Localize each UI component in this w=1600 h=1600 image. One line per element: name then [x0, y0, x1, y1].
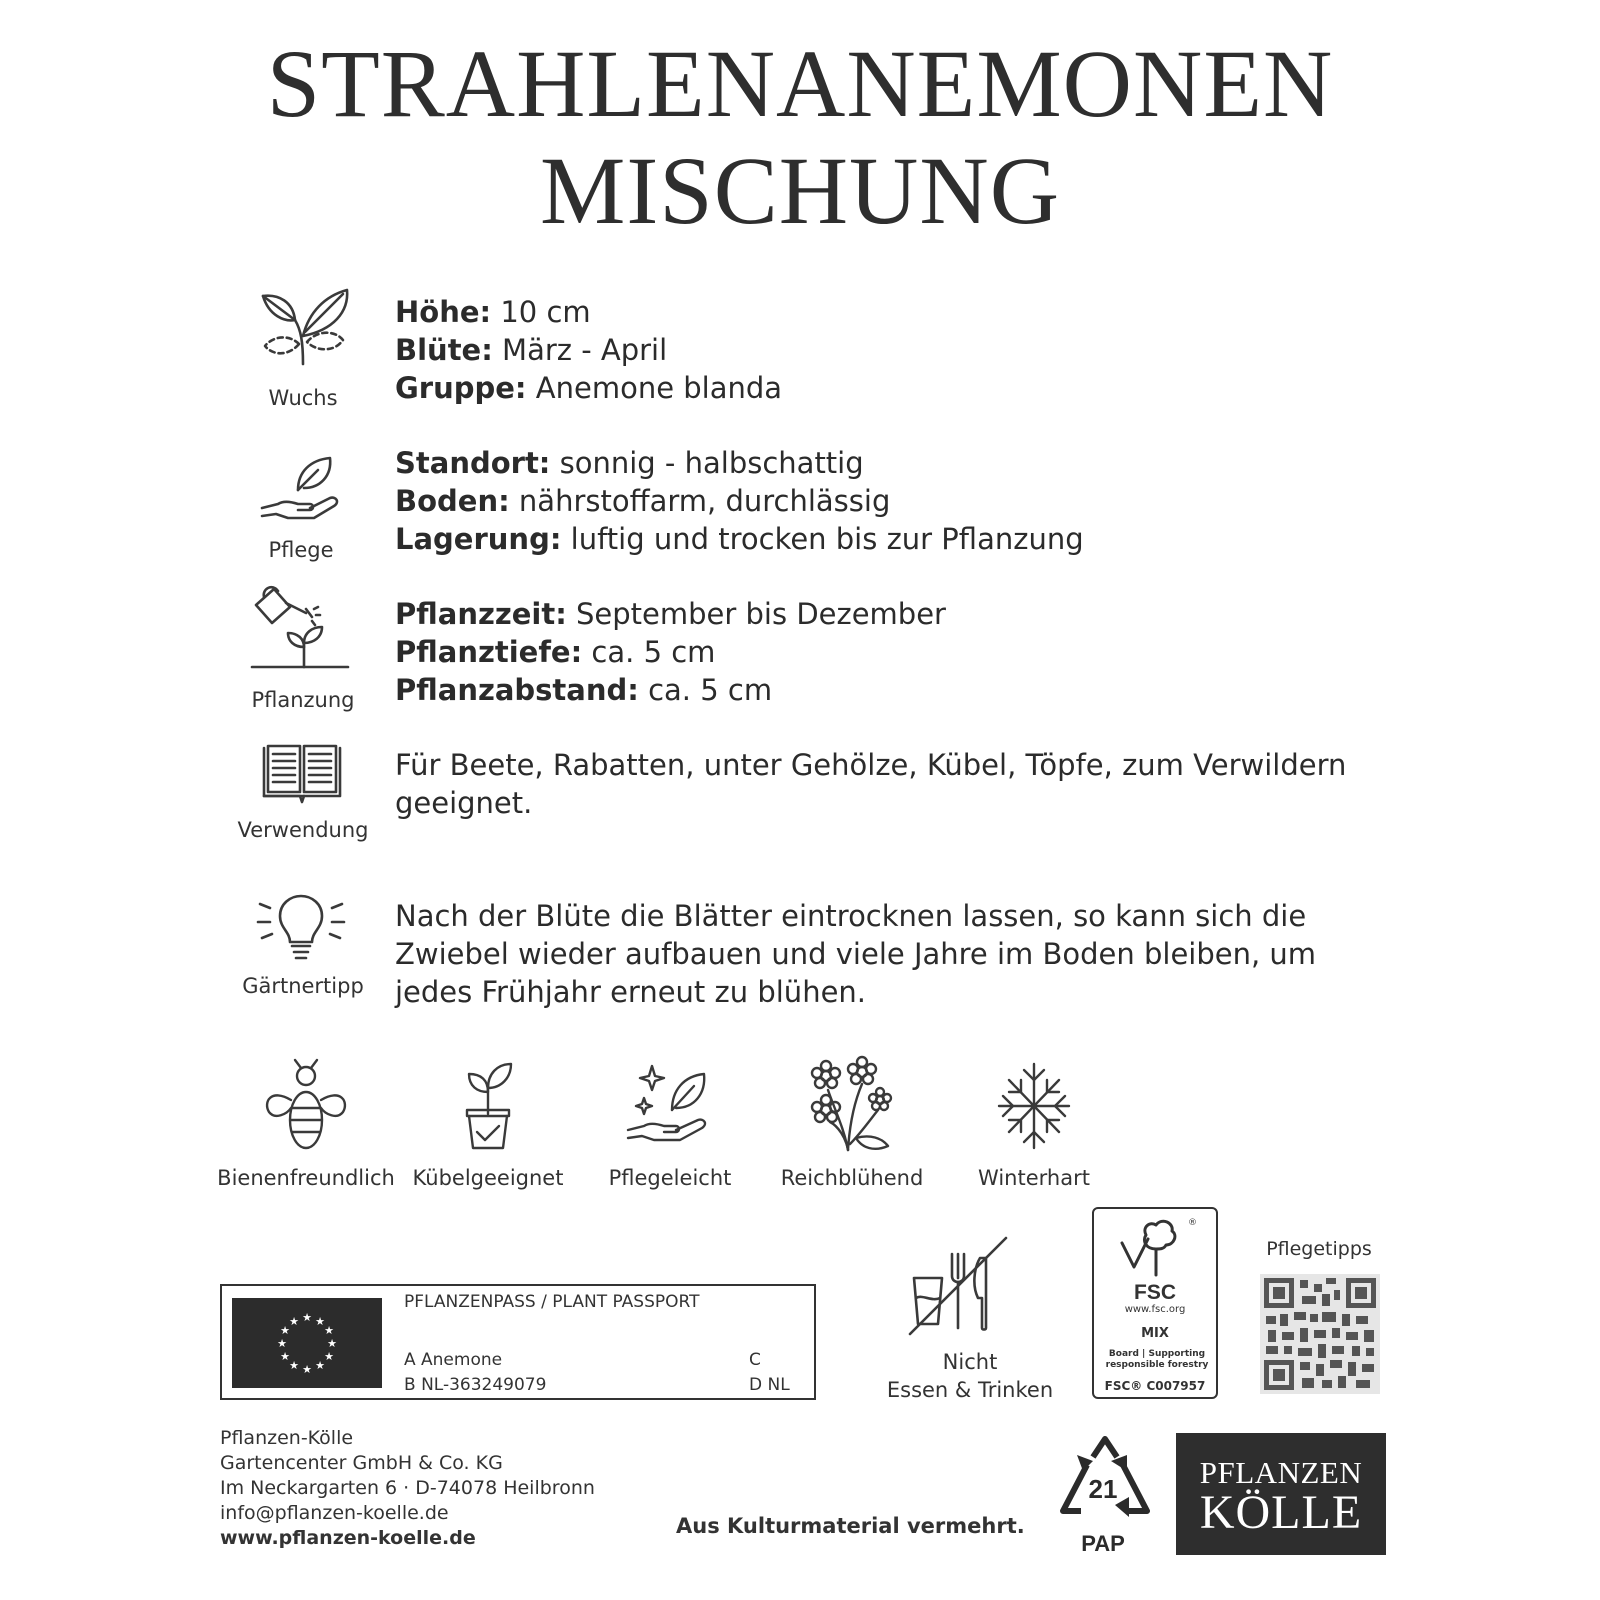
culture-note: Aus Kulturmaterial vermehrt.: [676, 1514, 1025, 1538]
feature-label: Winterhart: [978, 1166, 1090, 1190]
company-address: [220, 1426, 595, 1551]
info-line: Lagerung: luftig und trocken bis zur Pflanzung: [395, 522, 1084, 556]
info-line: Blüte: März - April: [395, 333, 668, 367]
fsc-mix: MIX: [1141, 1326, 1169, 1341]
page-title-line-2: MISCHUNG: [539, 137, 1061, 244]
potted-plant-check-icon: [443, 1058, 533, 1154]
fsc-label: [1092, 1207, 1218, 1399]
section-label-verwendung: Verwendung: [237, 818, 369, 842]
bee-icon: [261, 1058, 351, 1154]
passport-field-b: B NL-363249079: [404, 1375, 547, 1395]
feature-kuebelgeeignet: [398, 1058, 578, 1190]
qr-code[interactable]: [1260, 1274, 1380, 1394]
svg-text:★: ★: [289, 1315, 299, 1328]
section-label-pflanzung: Pflanzung: [251, 688, 355, 712]
plant-sprout-icon: [255, 282, 355, 368]
svg-text:★: ★: [327, 1337, 337, 1350]
flowers-icon: [804, 1058, 900, 1154]
address-website[interactable]: www.pflanzen-koelle.de: [220, 1527, 476, 1549]
info-line: Für Beete, Rabatten, unter Gehölze, Kübel, Töpfe, zum Verwildern: [395, 748, 1347, 782]
fsc-code: FSC® C007957: [1104, 1379, 1206, 1393]
open-book-icon: [262, 742, 342, 806]
feature-pflegeleicht: [580, 1058, 760, 1190]
info-line: geeignet.: [395, 786, 533, 820]
info-line: jedes Frühjahr erneut zu blühen.: [395, 975, 867, 1009]
light-bulb-icon: [256, 892, 346, 964]
feature-reichbluehend: [762, 1058, 942, 1190]
info-line: Höhe: 10 cm: [395, 295, 591, 329]
passport-field-a: A Anemone: [404, 1350, 503, 1370]
section-pflanzung-text: [395, 595, 946, 709]
section-pflege-text: [395, 444, 1084, 558]
no-food-drink-icon: [908, 1238, 1008, 1338]
warning-line-2: Essen & Trinken: [886, 1378, 1054, 1402]
fsc-url: www.fsc.org: [1124, 1304, 1186, 1315]
svg-text:★: ★: [277, 1337, 287, 1350]
eu-flag-icon: [232, 1298, 382, 1388]
info-line: Standort: sonnig - halbschattig: [395, 446, 864, 480]
warning-line-1: Nicht: [942, 1350, 998, 1374]
snowflake-icon: [989, 1058, 1079, 1154]
svg-text:®: ®: [1188, 1218, 1197, 1228]
passport-field-d: D NL: [749, 1375, 790, 1395]
feature-label: Reichblühend: [780, 1166, 924, 1190]
address-line: Pflanzen-Kölle: [220, 1427, 354, 1449]
svg-text:★: ★: [302, 1311, 312, 1324]
fsc-claim: Board | Supporting responsible forestry: [1105, 1349, 1209, 1370]
address-line: Gartencenter GmbH & Co. KG: [220, 1452, 503, 1474]
fsc-name: FSC: [1134, 1281, 1176, 1304]
info-line: Pflanzabstand: ca. 5 cm: [395, 673, 773, 707]
feature-bienenfreundlich: [216, 1058, 396, 1190]
svg-text:★: ★: [280, 1350, 290, 1363]
info-line: Pflanzzeit: September bis Dezember: [395, 597, 946, 631]
section-label-wuchs: Wuchs: [268, 386, 338, 410]
info-line: Zwiebel wieder aufbauen und viele Jahre im Boden bleiben, um: [395, 937, 1317, 971]
svg-text:★: ★: [315, 1359, 325, 1372]
svg-text:★: ★: [324, 1350, 334, 1363]
svg-text:★: ★: [302, 1363, 312, 1376]
qr-label: Pflegetipps: [1266, 1238, 1372, 1260]
info-line: Gruppe: Anemone blanda: [395, 371, 783, 405]
section-verwendung-text: [395, 746, 1346, 822]
passport-field-c: C: [749, 1350, 761, 1370]
feature-label: Kübelgeeignet: [412, 1166, 564, 1190]
address-email[interactable]: info@pflanzen-koelle.de: [220, 1502, 449, 1524]
plant-passport: [220, 1284, 816, 1400]
info-line: Pflanztiefe: ca. 5 cm: [395, 635, 716, 669]
brand-line-1: PFLANZEN: [1199, 1455, 1363, 1490]
watering-can-icon: [250, 585, 350, 677]
svg-text:★: ★: [324, 1324, 334, 1337]
section-wuchs-text: [395, 293, 782, 407]
svg-text:★: ★: [289, 1359, 299, 1372]
info-line: Boden: nährstoffarm, durchlässig: [395, 484, 891, 518]
feature-label: Bienenfreundlich: [217, 1166, 395, 1190]
recycling-code: 21: [1088, 1474, 1118, 1504]
passport-title: PFLANZENPASS / PLANT PASSPORT: [404, 1292, 700, 1312]
feature-label: Pflegeleicht: [608, 1166, 732, 1190]
feature-winterhart: [944, 1058, 1124, 1190]
brand-line-2: KÖLLE: [1199, 1486, 1363, 1539]
brand-logo: [1176, 1433, 1386, 1555]
section-gaertnertipp-text: [395, 897, 1316, 1011]
svg-text:★: ★: [315, 1315, 325, 1328]
fsc-tree-icon: [1116, 1215, 1196, 1279]
address-line: Im Neckargarten 6 · D-74078 Heilbronn: [220, 1477, 595, 1499]
info-line: Nach der Blüte die Blätter eintrocknen lassen, so kann sich die: [395, 899, 1307, 933]
section-label-pflege: Pflege: [268, 538, 334, 562]
recycling-material: PAP: [1081, 1531, 1125, 1556]
section-label-gaertnertipp: Gärtnertipp: [242, 974, 364, 998]
page-title-line-1: STRAHLENANEMONEN: [266, 30, 1334, 137]
hand-leaf-sparkle-icon: [622, 1058, 718, 1154]
svg-text:★: ★: [280, 1324, 290, 1337]
hand-leaf-icon: [258, 452, 348, 524]
